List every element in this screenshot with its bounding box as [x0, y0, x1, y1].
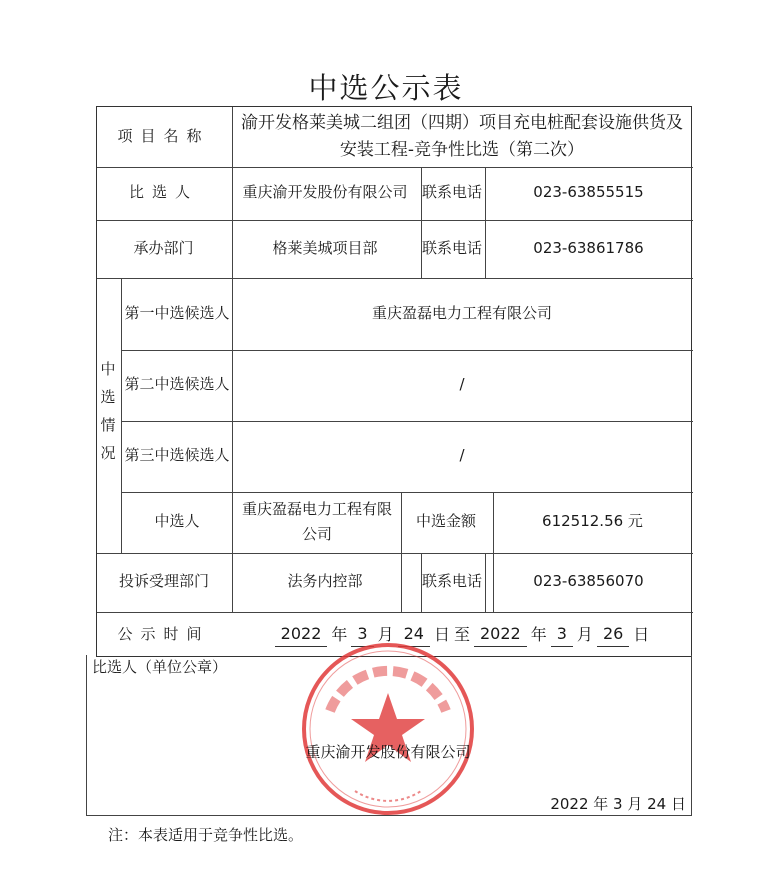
to-char: 至 — [453, 624, 470, 644]
start-day: 24 — [398, 621, 430, 647]
start-month: 3 — [351, 621, 373, 647]
seal-label: 比选人（单位公章） — [92, 657, 228, 676]
day-char-2: 日 — [633, 624, 650, 644]
complaint-phone: 023-63856070 — [533, 572, 644, 590]
complaint-label: 投诉受理部门 — [118, 572, 209, 590]
winner-label: 中选人 — [154, 512, 200, 530]
complaint-contact-label: 联系电话 — [421, 572, 482, 590]
month-char: 月 — [377, 624, 394, 644]
selector-label: 比选人 — [128, 183, 198, 201]
candidate-2-label: 第二中选候选人 — [124, 375, 230, 393]
candidate-2-value: / — [459, 375, 465, 393]
dept-phone: 023-63861786 — [533, 238, 644, 257]
project-name-value: 渝开发格莱美城二组团（四期）项目充电桩配套设施供货及安装工程-竞争性比选（第二次） — [241, 113, 683, 160]
amount-label: 中选金额 — [415, 512, 476, 530]
period-label: 公示时间 — [117, 624, 210, 643]
section-label: 中 选 情 况 — [100, 360, 116, 462]
amount-value: 612512.56 元 — [542, 512, 643, 530]
dept-label: 承办部门 — [133, 238, 194, 257]
year-char: 年 — [331, 624, 348, 644]
dept-contact-label: 联系电话 — [421, 238, 482, 257]
seal-company: 重庆渝开发股份有限公司 — [305, 743, 471, 761]
dept-value: 格莱美城项目部 — [272, 238, 378, 257]
month-char-2: 月 — [576, 624, 593, 644]
footnote: 注：本表适用于竞争性比选。 — [108, 826, 304, 844]
end-month: 3 — [551, 621, 573, 647]
year-char-2: 年 — [530, 624, 547, 644]
complaint-value: 法务内控部 — [287, 572, 363, 590]
winner-value: 重庆盈磊电力工程有限公司 — [241, 499, 392, 543]
start-year: 2022 — [275, 621, 328, 647]
project-name-label: 项目名称 — [117, 126, 210, 145]
company-seal-icon — [300, 641, 476, 817]
selector-phone: 023-63855515 — [533, 183, 644, 201]
candidate-1-label: 第一中选候选人 — [124, 303, 230, 322]
sign-date: 2022 年 3 月 24 日 — [550, 794, 686, 813]
end-year: 2022 — [474, 621, 527, 647]
candidate-3-value: / — [459, 446, 465, 464]
candidate-3-label: 第三中选候选人 — [124, 446, 230, 464]
candidate-1-value: 重庆盈磊电力工程有限公司 — [371, 303, 552, 322]
selector-contact-label: 联系电话 — [421, 183, 482, 201]
page-title: 中选公示表 — [308, 71, 464, 105]
end-day: 26 — [597, 621, 629, 647]
selector-value: 重庆渝开发股份有限公司 — [242, 183, 408, 201]
day-char: 日 — [433, 624, 450, 644]
